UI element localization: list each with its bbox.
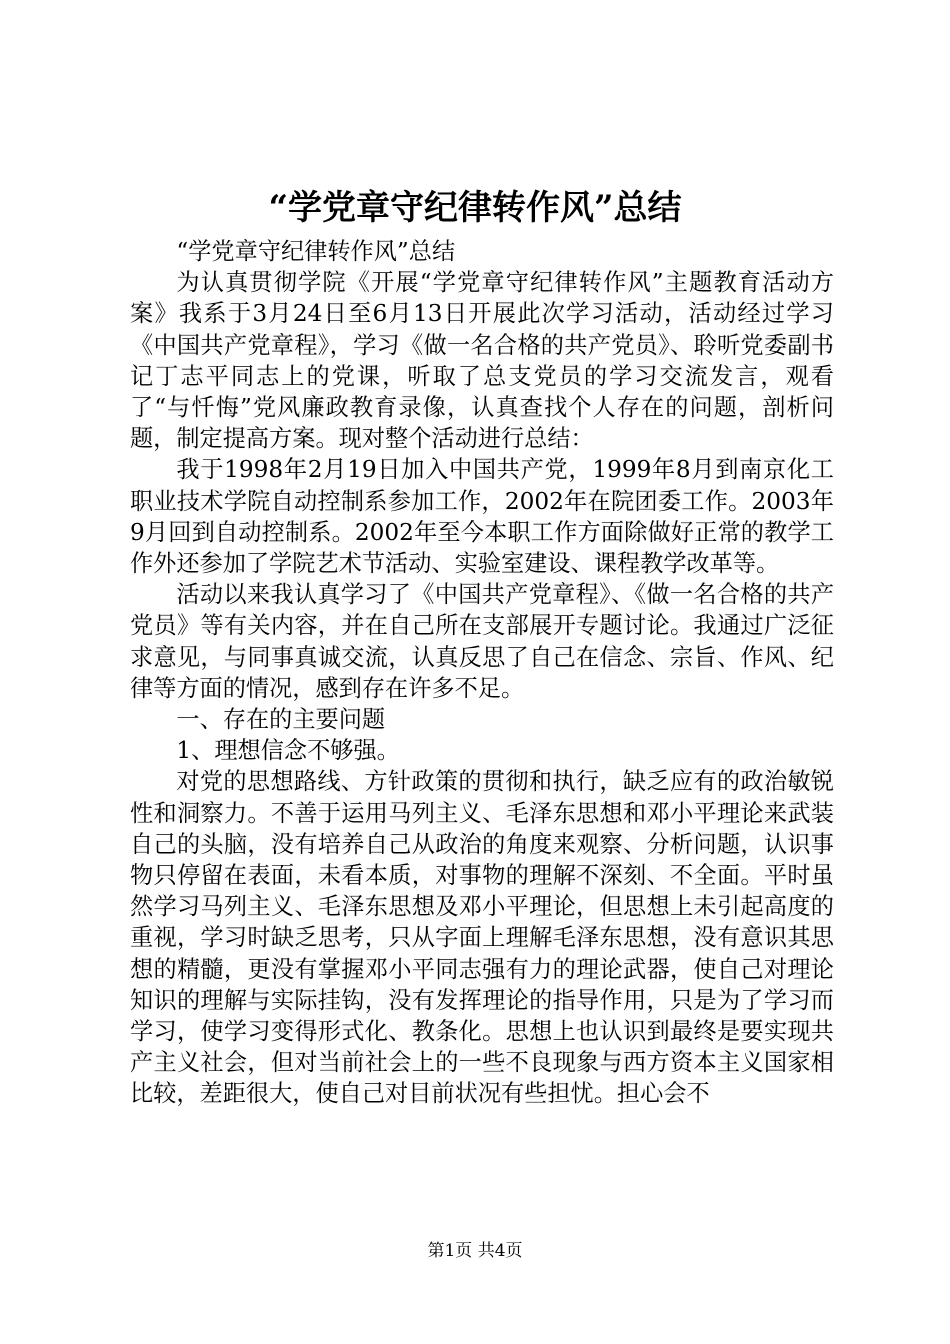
- section-heading: 一、存在的主要问题: [176, 706, 386, 734]
- subsection-heading: 1、理想信念不够强。: [176, 737, 400, 765]
- document-body: [130, 236, 834, 1110]
- background-paragraph: 我于1998年2月19日加入中国共产党，1999年8月到南京化工职业技术学院自动控制系参加工作，2002年在院团委工作。2003年9月回到自动控制系。2002年至今本职工作方面除做好正常的教学工作外还参加了学院艺术节活动、实验室建设、课程教学改革等。: [130, 456, 834, 578]
- activity-paragraph: 活动以来我认真学习了《中国共产党章程》、《做一名合格的共产党员》等有关内容，并在自己所在支部展开专题讨论。我通过广泛征求意见，与同事真诚交流，认真反思了自己在信念、宗旨、作风、纪律等方面的情况，感到存在许多不足。: [130, 581, 834, 702]
- page-footer: 第1页 共4页: [427, 1241, 523, 1261]
- intro-paragraph: 为认真贯彻学院《开展“学党章守纪律转作风”主题教育活动方案》我系于3月24日至6月13日开展此次学习活动，活动经过学习《中国共产党章程》，学习《做一名合格的共产党员》、聆听党委副书记丁志平同志上的党课，听取了总支党员的学习交流发言，观看了“与忏悔”党风廉政教育录像，认真查找个人存在的问题，剖析问题，制定提高方案。现对整个活动进行总结：: [130, 269, 834, 453]
- subtitle-paragraph: “学党章守纪律转作风”总结: [176, 238, 456, 265]
- problem-paragraph: 对党的思想路线、方针政策的贯彻和执行，缺乏应有的政治敏锐性和洞察力。不善于运用马列主义、毛泽东思想和邓小平理论来武装自己的头脑，没有培养自己从政治的角度来观察、分析问题，认识事物只停留在表面，未看本质，对事物的理解不深刻、不全面。平时虽然学习马列主义、毛泽东思想及邓小平理论，但思想上未引起高度的重视，学习时缺乏思考，只从字面上理解毛泽东思想，没有意识其思想的精髓，更没有掌握邓小平同志强有力的理论武器，使自己对理论知识的理解与实际挂钩，没有发挥理论的指导作用，只是为了学习而学习，使学习变得形式化、教条化。思想上也认识到最终是要实现共产主义社会，但对当前社会上的一些不良现象与西方资本主义国家相比较，差距很大，使自己对目前状况有些担忧。担心会不: [130, 768, 834, 1108]
- document-title: “学党章守纪律转作风”总结: [268, 188, 682, 228]
